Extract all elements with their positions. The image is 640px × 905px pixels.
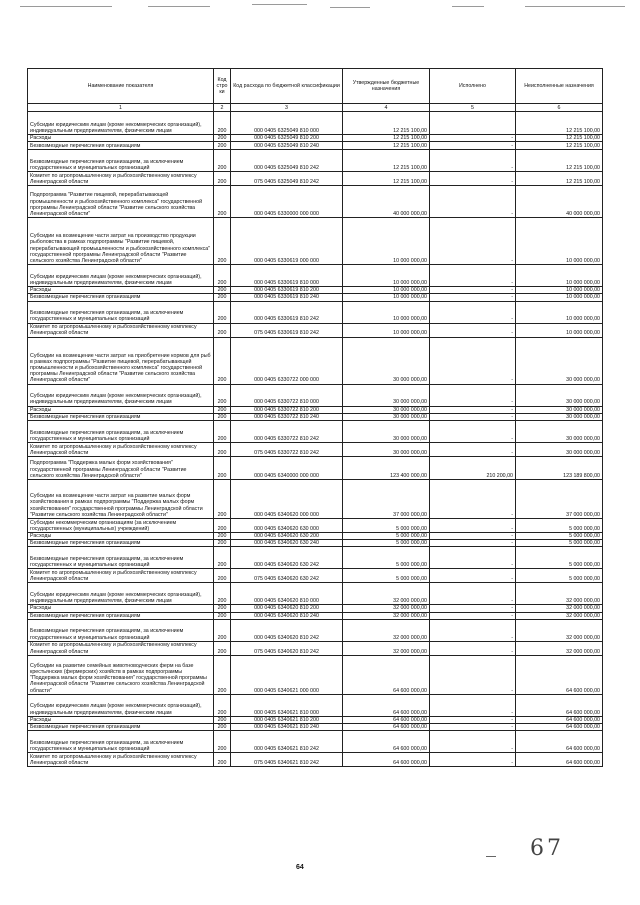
table-row	[28, 457, 603, 480]
row-name: Субсидии на развитие семейных животноводческих ферм на базе крестьянских (фермерских) хозяйств в рамках подпрограммы "Поддержка малых форм хозяйствования" государственной программы Ленинградской области "Развитие сельского хозяйства Ленинградской области"	[28, 655, 214, 694]
row-approved: 5 000 000,00	[343, 519, 430, 533]
row-line-code: 200	[214, 533, 231, 540]
row-line-code: 200	[214, 583, 231, 605]
row-expense-code: 075 0405 6340621 810 242	[231, 753, 343, 767]
row-name: Комитет по агропромышленному и рыбохозяйственному комплексу Ленинградской области	[28, 569, 214, 583]
row-executed: -	[430, 694, 516, 716]
row-approved: 64 600 000,00	[343, 731, 430, 753]
row-unexecuted: 10 000 000,00	[516, 218, 603, 265]
row-executed: -	[430, 753, 516, 767]
row-executed: -	[430, 641, 516, 655]
row-name: Субсидии юридическим лицам (кроме некоммерческих организаций), индивидуальным предпринимателям, физическим лицам	[28, 265, 214, 287]
row-approved: 10 000 000,00	[343, 265, 430, 287]
page-number: 64	[296, 864, 304, 871]
row-expense-code: 000 0405 6325049 810 242	[231, 150, 343, 172]
row-expense-code: 000 0405 6340620 810 240	[231, 612, 343, 619]
row-name: Расходы	[28, 533, 214, 540]
table-row	[28, 443, 603, 457]
row-expense-code: 000 0405 6340621 810 000	[231, 694, 343, 716]
row-unexecuted: 30 000 000,00	[516, 337, 603, 384]
row-executed: -	[430, 337, 516, 384]
row-expense-code: 000 0405 6340620 630 000	[231, 519, 343, 533]
row-expense-code: 075 0405 6330619 810 242	[231, 323, 343, 337]
row-unexecuted: 10 000 000,00	[516, 301, 603, 323]
column-number: 1	[28, 104, 214, 112]
row-executed: -	[430, 731, 516, 753]
row-expense-code: 000 0405 6330000 000 000	[231, 186, 343, 218]
row-executed: -	[430, 655, 516, 694]
row-line-code: 200	[214, 619, 231, 641]
row-approved: 5 000 000,00	[343, 569, 430, 583]
row-executed: -	[430, 150, 516, 172]
row-expense-code: 000 0405 6340621 000 000	[231, 655, 343, 694]
row-name: Безвозмездные перечисления организациям, за исключением государственных и муниципальных организаций	[28, 421, 214, 443]
row-approved: 30 000 000,00	[343, 337, 430, 384]
table-row	[28, 150, 603, 172]
header-unexecuted: Неисполненные назначения	[516, 69, 603, 104]
row-executed: -	[430, 605, 516, 612]
row-line-code: 200	[214, 413, 231, 420]
table-row	[28, 301, 603, 323]
row-approved: 10 000 000,00	[343, 294, 430, 301]
table-row	[28, 142, 603, 150]
row-name: Расходы	[28, 287, 214, 294]
row-approved: 10 000 000,00	[343, 287, 430, 294]
row-expense-code: 000 0405 6330619 810 200	[231, 287, 343, 294]
row-executed: -	[430, 547, 516, 569]
row-approved: 32 000 000,00	[343, 641, 430, 655]
row-name: Субсидии юридическим лицам (кроме некоммерческих организаций), индивидуальным предпринимателям, физическим лицам	[28, 112, 214, 135]
row-executed: -	[430, 384, 516, 406]
row-executed: -	[430, 406, 516, 413]
header-row	[28, 69, 603, 104]
table-row	[28, 265, 603, 287]
row-name: Подпрограмма "Поддержка малых форм хозяйствования" государственной программы Ленинградской области "Развитие сельского хозяйства Ленинградской области"	[28, 457, 214, 480]
row-line-code: 200	[214, 716, 231, 723]
row-executed: -	[430, 540, 516, 547]
row-approved: 12 215 100,00	[343, 150, 430, 172]
row-unexecuted: 64 600 000,00	[516, 716, 603, 723]
table-row	[28, 172, 603, 186]
row-unexecuted: 5 000 000,00	[516, 569, 603, 583]
row-name: Безвозмездные перечисления организациям, за исключением государственных и муниципальных организаций	[28, 731, 214, 753]
header-approved: Утвержденные бюджетные назначения	[343, 69, 430, 104]
row-executed: -	[430, 583, 516, 605]
row-line-code: 200	[214, 218, 231, 265]
row-approved: 30 000 000,00	[343, 443, 430, 457]
row-unexecuted: 123 189 800,00	[516, 457, 603, 480]
row-line-code: 200	[214, 731, 231, 753]
row-unexecuted: 5 000 000,00	[516, 533, 603, 540]
header-indicator-name: Наименование показателя	[28, 69, 214, 104]
row-unexecuted: 64 600 000,00	[516, 724, 603, 731]
row-unexecuted: 64 600 000,00	[516, 731, 603, 753]
row-expense-code: 000 0405 6340621 810 240	[231, 724, 343, 731]
row-expense-code: 000 0405 6330619 810 000	[231, 265, 343, 287]
row-executed: -	[430, 218, 516, 265]
table-row	[28, 186, 603, 218]
table-row	[28, 716, 603, 723]
column-number: 6	[516, 104, 603, 112]
table-row	[28, 655, 603, 694]
row-unexecuted: 37 000 000,00	[516, 480, 603, 519]
row-expense-code: 075 0405 6325049 810 242	[231, 172, 343, 186]
row-unexecuted: 10 000 000,00	[516, 287, 603, 294]
row-line-code: 200	[214, 421, 231, 443]
row-executed: -	[430, 569, 516, 583]
row-approved: 12 215 100,00	[343, 135, 430, 142]
row-unexecuted: 32 000 000,00	[516, 583, 603, 605]
row-expense-code: 000 0405 6340620 000 000	[231, 480, 343, 519]
row-name: Безвозмездные перечисления организациям	[28, 413, 214, 420]
row-unexecuted: 32 000 000,00	[516, 612, 603, 619]
row-approved: 10 000 000,00	[343, 218, 430, 265]
row-unexecuted: 32 000 000,00	[516, 605, 603, 612]
row-expense-code: 000 0405 6330722 000 000	[231, 337, 343, 384]
column-number: 3	[231, 104, 343, 112]
row-name: Субсидии на возмещение части затрат на производство продукции рыболовства в рамках подпрограммы "Развитие пищевой, перерабатывающей промышленности и рыбохозяйственного комплекса" государственной программы Ленинградской области "Развитие сельского хозяйства Ленинградской области"	[28, 218, 214, 265]
row-executed: -	[430, 287, 516, 294]
row-executed: -	[430, 519, 516, 533]
table-row	[28, 694, 603, 716]
row-expense-code: 000 0405 6340620 630 200	[231, 533, 343, 540]
row-approved: 123 400 000,00	[343, 457, 430, 480]
row-line-code: 200	[214, 384, 231, 406]
header-line-code: Код стро ки	[214, 69, 231, 104]
row-executed: -	[430, 265, 516, 287]
row-name: Безвозмездные перечисления организациям	[28, 612, 214, 619]
row-unexecuted: 30 000 000,00	[516, 421, 603, 443]
row-approved: 64 600 000,00	[343, 655, 430, 694]
row-name: Субсидии юридическим лицам (кроме некоммерческих организаций), индивидуальным предпринимателям, физическим лицам	[28, 384, 214, 406]
row-executed: -	[430, 142, 516, 150]
row-name: Субсидии на возмещение части затрат на приобретение кормов для рыб в рамках подпрограммы "Развитие пищевой, перерабатывающей промышленности и рыбохозяйственного комплекса" государственной программы Ленинградской области "Развитие сельского хозяйства Ленинградской области"	[28, 337, 214, 384]
row-expense-code: 000 0405 6325049 810 240	[231, 142, 343, 150]
table-row	[28, 753, 603, 767]
table-row	[28, 519, 603, 533]
header-expense-code: Код расхода по бюджетной классификации	[231, 69, 343, 104]
scan-mark	[486, 856, 496, 857]
row-line-code: 200	[214, 337, 231, 384]
column-number: 4	[343, 104, 430, 112]
row-approved: 10 000 000,00	[343, 323, 430, 337]
row-name: Безвозмездные перечисления организациям, за исключением государственных и муниципальных организаций	[28, 547, 214, 569]
column-number-row	[28, 104, 603, 112]
row-unexecuted: 12 215 100,00	[516, 112, 603, 135]
table-row	[28, 533, 603, 540]
row-name: Комитет по агропромышленному и рыбохозяйственному комплексу Ленинградской области	[28, 641, 214, 655]
row-line-code: 200	[214, 612, 231, 619]
row-line-code: 200	[214, 443, 231, 457]
row-unexecuted: 12 215 100,00	[516, 135, 603, 142]
row-approved: 5 000 000,00	[343, 533, 430, 540]
column-number: 5	[430, 104, 516, 112]
table-row	[28, 605, 603, 612]
row-line-code: 200	[214, 605, 231, 612]
row-approved: 64 600 000,00	[343, 753, 430, 767]
row-name: Безвозмездные перечисления организациям	[28, 540, 214, 547]
row-expense-code: 000 0405 6340000 000 000	[231, 457, 343, 480]
row-unexecuted: 30 000 000,00	[516, 443, 603, 457]
row-approved: 10 000 000,00	[343, 301, 430, 323]
row-expense-code: 000 0405 6340620 630 240	[231, 540, 343, 547]
row-unexecuted: 40 000 000,00	[516, 186, 603, 218]
row-line-code: 200	[214, 287, 231, 294]
row-name: Безвозмездные перечисления организациям, за исключением государственных и муниципальных организаций	[28, 301, 214, 323]
row-expense-code: 000 0405 6330619 810 242	[231, 301, 343, 323]
row-unexecuted: 30 000 000,00	[516, 413, 603, 420]
row-approved: 30 000 000,00	[343, 413, 430, 420]
row-executed: -	[430, 533, 516, 540]
table-row	[28, 218, 603, 265]
row-unexecuted: 10 000 000,00	[516, 265, 603, 287]
row-line-code: 200	[214, 753, 231, 767]
table-row	[28, 135, 603, 142]
row-executed: 210 200,00	[430, 457, 516, 480]
row-name: Расходы	[28, 716, 214, 723]
row-unexecuted: 30 000 000,00	[516, 406, 603, 413]
table-body	[28, 112, 603, 767]
table-row	[28, 569, 603, 583]
row-executed: -	[430, 413, 516, 420]
row-unexecuted: 12 215 100,00	[516, 142, 603, 150]
row-expense-code: 075 0405 6340620 630 242	[231, 569, 343, 583]
row-expense-code: 000 0405 6340620 810 000	[231, 583, 343, 605]
table-row	[28, 480, 603, 519]
table-row	[28, 384, 603, 406]
row-approved: 64 600 000,00	[343, 694, 430, 716]
row-unexecuted: 10 000 000,00	[516, 323, 603, 337]
row-line-code: 200	[214, 301, 231, 323]
row-expense-code: 000 0405 6340620 810 200	[231, 605, 343, 612]
row-expense-code: 000 0405 6330619 810 240	[231, 294, 343, 301]
row-name: Субсидии некоммерческим организациям (за исключением государственных (муниципальных) учреждений)	[28, 519, 214, 533]
row-executed: -	[430, 421, 516, 443]
row-unexecuted: 12 215 100,00	[516, 150, 603, 172]
table-row	[28, 583, 603, 605]
row-executed: -	[430, 619, 516, 641]
budget-execution-table	[27, 68, 603, 767]
table-row	[28, 731, 603, 753]
row-line-code: 200	[214, 142, 231, 150]
row-approved: 30 000 000,00	[343, 406, 430, 413]
row-line-code: 200	[214, 186, 231, 218]
table-row	[28, 323, 603, 337]
row-expense-code: 000 0405 6340621 810 200	[231, 716, 343, 723]
row-executed: -	[430, 186, 516, 218]
row-executed: -	[430, 612, 516, 619]
row-line-code: 200	[214, 724, 231, 731]
row-unexecuted: 12 215 100,00	[516, 172, 603, 186]
table-row	[28, 287, 603, 294]
row-line-code: 200	[214, 694, 231, 716]
row-approved: 30 000 000,00	[343, 384, 430, 406]
row-name: Безвозмездные перечисления организациям, за исключением государственных и муниципальных организаций	[28, 150, 214, 172]
row-expense-code: 075 0405 6330722 810 242	[231, 443, 343, 457]
row-approved: 30 000 000,00	[343, 421, 430, 443]
row-executed: -	[430, 172, 516, 186]
table-row	[28, 724, 603, 731]
row-approved: 32 000 000,00	[343, 612, 430, 619]
row-expense-code: 075 0405 6340620 810 242	[231, 641, 343, 655]
row-line-code: 200	[214, 112, 231, 135]
row-approved: 64 600 000,00	[343, 716, 430, 723]
row-executed: -	[430, 724, 516, 731]
table-row	[28, 406, 603, 413]
row-executed: -	[430, 480, 516, 519]
row-executed: -	[430, 294, 516, 301]
row-approved: 32 000 000,00	[343, 583, 430, 605]
row-name: Субсидии юридическим лицам (кроме некоммерческих организаций), индивидуальным предпринимателям, физическим лицам	[28, 694, 214, 716]
row-expense-code: 000 0405 6330722 810 242	[231, 421, 343, 443]
table-row	[28, 421, 603, 443]
row-name: Комитет по агропромышленному и рыбохозяйственному комплексу Ленинградской области	[28, 753, 214, 767]
table-row	[28, 547, 603, 569]
row-line-code: 200	[214, 540, 231, 547]
row-unexecuted: 10 000 000,00	[516, 294, 603, 301]
handwritten-page-mark: 67	[530, 836, 564, 861]
row-approved: 32 000 000,00	[343, 605, 430, 612]
row-unexecuted: 64 600 000,00	[516, 694, 603, 716]
row-line-code: 200	[214, 457, 231, 480]
row-line-code: 200	[214, 655, 231, 694]
row-expense-code: 000 0405 6340620 810 242	[231, 619, 343, 641]
row-executed: -	[430, 716, 516, 723]
row-name: Комитет по агропромышленному и рыбохозяйственному комплексу Ленинградской области	[28, 172, 214, 186]
row-expense-code: 000 0405 6330722 810 240	[231, 413, 343, 420]
row-executed	[430, 112, 516, 135]
table-row	[28, 413, 603, 420]
table-row	[28, 612, 603, 619]
row-line-code: 200	[214, 569, 231, 583]
row-unexecuted: 5 000 000,00	[516, 547, 603, 569]
row-name: Расходы	[28, 406, 214, 413]
header-executed: Исполнено	[430, 69, 516, 104]
row-expense-code: 000 0405 6330722 810 200	[231, 406, 343, 413]
row-executed: -	[430, 323, 516, 337]
row-name: Комитет по агропромышленному и рыбохозяйственному комплексу Ленинградской области	[28, 443, 214, 457]
row-name: Расходы	[28, 605, 214, 612]
row-line-code: 200	[214, 150, 231, 172]
row-name: Безвозмездные перечисления организациям	[28, 724, 214, 731]
table-row	[28, 294, 603, 301]
row-name: Субсидии на возмещение части затрат на развитие малых форм хозяйствования в рамках подпрограммы "Поддержка малых форм хозяйствования" государственной программы Ленинградской области "Развитие сельского хозяйства Ленинградской области"	[28, 480, 214, 519]
row-line-code: 200	[214, 519, 231, 533]
row-unexecuted: 32 000 000,00	[516, 641, 603, 655]
row-approved: 12 215 100,00	[343, 142, 430, 150]
row-unexecuted: 64 600 000,00	[516, 753, 603, 767]
row-approved: 37 000 000,00	[343, 480, 430, 519]
row-approved: 32 000 000,00	[343, 619, 430, 641]
table-row	[28, 619, 603, 641]
row-expense-code: 000 0405 6325049 810 200	[231, 135, 343, 142]
row-line-code: 200	[214, 294, 231, 301]
table-row	[28, 112, 603, 135]
scan-artifact-top	[0, 0, 640, 14]
row-approved: 12 215 100,00	[343, 172, 430, 186]
row-unexecuted: 5 000 000,00	[516, 540, 603, 547]
row-unexecuted: 30 000 000,00	[516, 384, 603, 406]
row-approved: 5 000 000,00	[343, 540, 430, 547]
row-line-code: 200	[214, 135, 231, 142]
row-executed: -	[430, 443, 516, 457]
row-expense-code: 000 0405 6340620 630 242	[231, 547, 343, 569]
row-expense-code: 000 0405 6325049 810 000	[231, 112, 343, 135]
row-expense-code: 000 0405 6330619 000 000	[231, 218, 343, 265]
row-name: Подпрограмма "Развитие пищевой, перерабатывающей промышленности и рыбохозяйственного комплекса" государственной программы Ленинградской области "Развитие сельского хозяйства Ленинградской области"	[28, 186, 214, 218]
row-line-code: 200	[214, 265, 231, 287]
row-line-code: 200	[214, 323, 231, 337]
row-line-code: 200	[214, 547, 231, 569]
row-name: Комитет по агропромышленному и рыбохозяйственному комплексу Ленинградской области	[28, 323, 214, 337]
row-executed: -	[430, 135, 516, 142]
column-number: 2	[214, 104, 231, 112]
row-name: Безвозмездные перечисления организациям, за исключением государственных и муниципальных организаций	[28, 619, 214, 641]
row-unexecuted: 32 000 000,00	[516, 619, 603, 641]
row-approved: 12 215 100,00	[343, 112, 430, 135]
row-name: Расходы	[28, 135, 214, 142]
row-expense-code: 000 0405 6340621 810 242	[231, 731, 343, 753]
row-line-code: 200	[214, 172, 231, 186]
table-row	[28, 540, 603, 547]
table-row	[28, 641, 603, 655]
row-approved: 40 000 000,00	[343, 186, 430, 218]
row-line-code: 200	[214, 641, 231, 655]
row-unexecuted: 5 000 000,00	[516, 519, 603, 533]
row-approved: 64 600 000,00	[343, 724, 430, 731]
row-line-code: 200	[214, 406, 231, 413]
table-row	[28, 337, 603, 384]
row-name: Безвозмездные перечисления организациям	[28, 142, 214, 150]
row-name: Субсидии юридическим лицам (кроме некоммерческих организаций), индивидуальным предпринимателям, физическим лицам	[28, 583, 214, 605]
row-expense-code: 000 0405 6330722 810 000	[231, 384, 343, 406]
row-unexecuted: 64 600 000,00	[516, 655, 603, 694]
row-executed: -	[430, 301, 516, 323]
row-line-code: 200	[214, 480, 231, 519]
row-approved: 5 000 000,00	[343, 547, 430, 569]
row-name: Безвозмездные перечисления организациям	[28, 294, 214, 301]
